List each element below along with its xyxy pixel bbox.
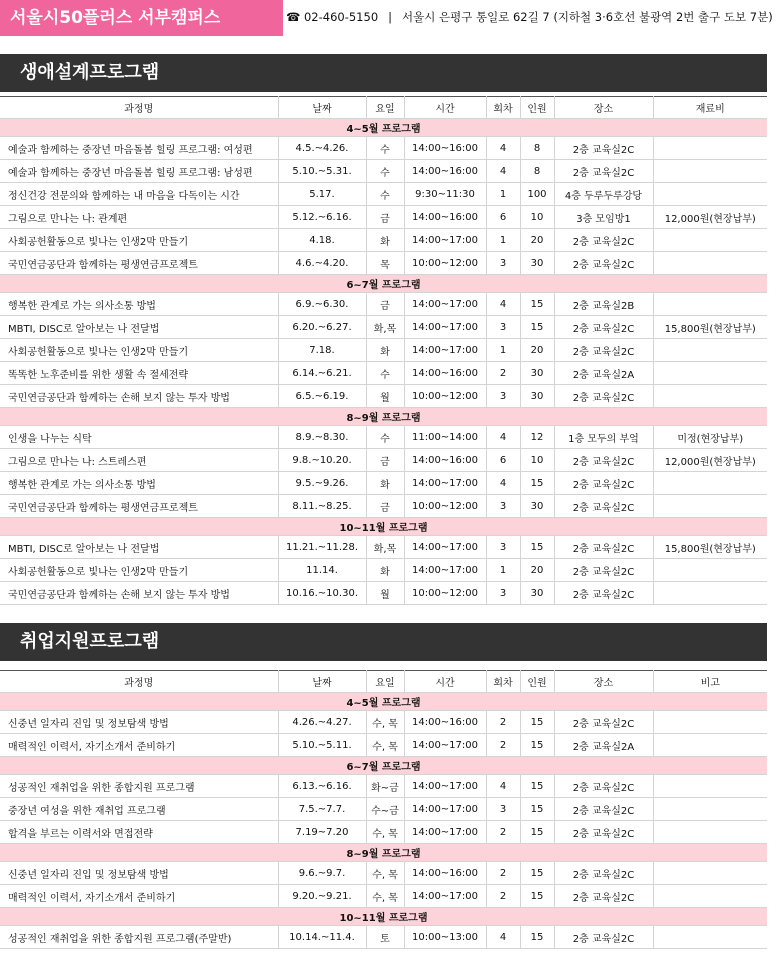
column-header: 장소: [554, 671, 653, 693]
table-cell: 수: [366, 426, 404, 449]
table-cell: 4: [486, 775, 520, 798]
table-cell: 14:00~17:00: [404, 559, 486, 582]
table-cell: 2층 교육실2C: [554, 160, 653, 183]
table-cell: 2: [486, 885, 520, 908]
column-header: 시간: [404, 97, 486, 119]
table-cell: 화: [366, 559, 404, 582]
table-cell: [653, 775, 767, 798]
period-row: [0, 408, 767, 426]
table-cell: 2층 교육실2A: [554, 734, 653, 757]
table-cell: 화,목: [366, 316, 404, 339]
table-cell: 사회공헌활동으로 빛나는 인생2막 만들기: [0, 229, 278, 252]
table-cell: 2층 교육실2C: [554, 472, 653, 495]
table-cell: 8.11.~8.25.: [278, 495, 366, 518]
table-cell: 14:00~17:00: [404, 775, 486, 798]
table-cell: 6: [486, 206, 520, 229]
table-row: [0, 495, 767, 518]
table-row: [0, 385, 767, 408]
period-row: [0, 908, 767, 926]
table-cell: 1: [486, 229, 520, 252]
table-cell: 20: [520, 559, 554, 582]
table-cell: 8: [520, 137, 554, 160]
table-row: [0, 472, 767, 495]
table-cell: 15: [520, 885, 554, 908]
table-cell: 14:00~17:00: [404, 472, 486, 495]
table-cell: 3: [486, 495, 520, 518]
period-label: 4~5월 프로그램: [0, 119, 767, 137]
table-cell: 그림으로 만나는 나: 관계편: [0, 206, 278, 229]
table-cell: 1층 모두의 부엌: [554, 426, 653, 449]
table-cell: 행복한 관계로 가는 의사소통 방법: [0, 472, 278, 495]
table-cell: 14:00~16:00: [404, 137, 486, 160]
table-cell: 10: [520, 449, 554, 472]
column-header: 재료비: [653, 97, 767, 119]
column-header: 장소: [554, 97, 653, 119]
table-cell: 2: [486, 821, 520, 844]
table-cell: 10:00~12:00: [404, 495, 486, 518]
table-cell: 수: [366, 183, 404, 206]
period-label: 8~9월 프로그램: [0, 408, 767, 426]
table-cell: [653, 821, 767, 844]
table-cell: 수: [366, 362, 404, 385]
table-cell: 8: [520, 160, 554, 183]
table-cell: 6.13.~6.16.: [278, 775, 366, 798]
table-cell: 수, 목: [366, 862, 404, 885]
table-cell: 미정(현장납부): [653, 426, 767, 449]
table-cell: 2층 교육실2C: [554, 582, 653, 605]
life-section-title: 생애설계프로그램: [0, 54, 767, 92]
table-cell: 15: [520, 775, 554, 798]
table-cell: 그림으로 만나는 나: 스트레스편: [0, 449, 278, 472]
table-cell: 2층 교육실2C: [554, 339, 653, 362]
table-cell: 7.5.~7.7.: [278, 798, 366, 821]
table-cell: 14:00~16:00: [404, 449, 486, 472]
table-cell: 4.18.: [278, 229, 366, 252]
table-cell: 똑똑한 노후준비를 위한 생활 속 절세전략: [0, 362, 278, 385]
job-header-row: [0, 671, 767, 693]
table-cell: [653, 160, 767, 183]
column-header: 회차: [486, 671, 520, 693]
table-cell: 신중년 일자리 진입 및 정보탐색 방법: [0, 711, 278, 734]
table-row: [0, 862, 767, 885]
contact-info: [286, 0, 773, 36]
table-cell: 9.6.~9.7.: [278, 862, 366, 885]
table-cell: 3: [486, 252, 520, 275]
table-cell: 국민연금공단과 함께하는 손해 보지 않는 투자 방법: [0, 582, 278, 605]
table-cell: 15: [520, 536, 554, 559]
column-header: 회차: [486, 97, 520, 119]
table-cell: 금: [366, 206, 404, 229]
table-cell: 100: [520, 183, 554, 206]
table-cell: 30: [520, 582, 554, 605]
period-label: 10~11월 프로그램: [0, 908, 767, 926]
table-cell: 11.21.~11.28.: [278, 536, 366, 559]
period-row: [0, 518, 767, 536]
table-cell: 인생을 나누는 식탁: [0, 426, 278, 449]
table-cell: 14:00~16:00: [404, 711, 486, 734]
life-program-table: [0, 96, 767, 605]
table-cell: 1: [486, 559, 520, 582]
table-cell: 2층 교육실2C: [554, 536, 653, 559]
table-cell: 화: [366, 229, 404, 252]
table-cell: 2층 교육실2C: [554, 559, 653, 582]
table-cell: 10:00~12:00: [404, 582, 486, 605]
table-cell: 10:00~13:00: [404, 926, 486, 949]
column-header: 과정명: [0, 671, 278, 693]
table-cell: 14:00~17:00: [404, 734, 486, 757]
table-cell: 3: [486, 536, 520, 559]
table-cell: 14:00~16:00: [404, 362, 486, 385]
table-cell: 2층 교육실2C: [554, 821, 653, 844]
table-cell: 2층 교육실2A: [554, 362, 653, 385]
table-row: [0, 339, 767, 362]
table-cell: 수, 목: [366, 711, 404, 734]
table-row: [0, 449, 767, 472]
table-cell: 국민연금공단과 함께하는 평생연금프로젝트: [0, 495, 278, 518]
table-row: [0, 293, 767, 316]
table-cell: 2층 교육실2C: [554, 798, 653, 821]
table-cell: 6: [486, 449, 520, 472]
table-cell: 20: [520, 229, 554, 252]
table-row: [0, 426, 767, 449]
table-cell: 5.12.~6.16.: [278, 206, 366, 229]
table-cell: 3: [486, 385, 520, 408]
table-cell: 10.14.~11.4.: [278, 926, 366, 949]
table-cell: 2층 교육실2C: [554, 711, 653, 734]
table-cell: 2: [486, 734, 520, 757]
table-cell: 30: [520, 385, 554, 408]
table-cell: 7.19~7.20: [278, 821, 366, 844]
table-cell: 14:00~17:00: [404, 821, 486, 844]
table-cell: 2층 교육실2C: [554, 885, 653, 908]
table-cell: 매력적인 이력서, 자기소개서 준비하기: [0, 885, 278, 908]
table-cell: [653, 472, 767, 495]
table-row: [0, 536, 767, 559]
period-label: 6~7월 프로그램: [0, 275, 767, 293]
table-cell: 9:30~11:30: [404, 183, 486, 206]
job-section-title: 취업지원프로그램: [0, 623, 767, 661]
table-cell: 2층 교육실2C: [554, 926, 653, 949]
table-cell: 수, 목: [366, 821, 404, 844]
period-row: [0, 757, 767, 775]
table-cell: 4층 두루두루강당: [554, 183, 653, 206]
table-cell: 14:00~16:00: [404, 206, 486, 229]
table-cell: 14:00~17:00: [404, 316, 486, 339]
column-header: 인원: [520, 97, 554, 119]
table-cell: 10:00~12:00: [404, 252, 486, 275]
table-cell: [653, 495, 767, 518]
table-cell: 행복한 관계로 가는 의사소통 방법: [0, 293, 278, 316]
table-cell: 2층 교육실2C: [554, 137, 653, 160]
table-cell: [653, 183, 767, 206]
table-cell: 합격을 부르는 이력서와 면접전략: [0, 821, 278, 844]
table-cell: 4.6.~4.20.: [278, 252, 366, 275]
table-cell: 예술과 함께하는 중장년 마음돌봄 힐링 프로그램: 여성편: [0, 137, 278, 160]
table-cell: [653, 885, 767, 908]
period-row: [0, 275, 767, 293]
table-cell: 2층 교육실2B: [554, 293, 653, 316]
life-header-row: [0, 97, 767, 119]
table-cell: 2: [486, 862, 520, 885]
period-label: 10~11월 프로그램: [0, 518, 767, 536]
table-cell: 4: [486, 293, 520, 316]
table-cell: 화: [366, 472, 404, 495]
table-cell: 15: [520, 316, 554, 339]
table-cell: [653, 252, 767, 275]
table-cell: 월: [366, 582, 404, 605]
table-cell: 5.10.~5.11.: [278, 734, 366, 757]
table-cell: 수~금: [366, 798, 404, 821]
table-cell: 화,목: [366, 536, 404, 559]
table-cell: [653, 385, 767, 408]
column-header: 비고: [653, 671, 767, 693]
table-row: [0, 183, 767, 206]
table-cell: 14:00~17:00: [404, 536, 486, 559]
table-cell: 11.14.: [278, 559, 366, 582]
table-cell: 6.14.~6.21.: [278, 362, 366, 385]
table-cell: [653, 559, 767, 582]
table-row: [0, 798, 767, 821]
table-cell: 4: [486, 426, 520, 449]
table-cell: [653, 926, 767, 949]
table-cell: 목: [366, 252, 404, 275]
table-cell: 금: [366, 449, 404, 472]
table-row: [0, 926, 767, 949]
table-cell: 중장년 여성을 위한 재취업 프로그램: [0, 798, 278, 821]
phone-icon: ☎: [286, 10, 301, 24]
table-cell: 4.5.~4.26.: [278, 137, 366, 160]
table-cell: 1: [486, 339, 520, 362]
table-cell: 11:00~14:00: [404, 426, 486, 449]
table-cell: 2: [486, 711, 520, 734]
table-cell: 성공적인 재취업을 위한 종합지원 프로그램: [0, 775, 278, 798]
table-cell: 2: [486, 362, 520, 385]
table-cell: 정신건강 전문의와 함께하는 내 마음을 다독이는 시간: [0, 183, 278, 206]
table-cell: 2층 교육실2C: [554, 385, 653, 408]
column-header: 날짜: [278, 97, 366, 119]
table-cell: 14:00~17:00: [404, 798, 486, 821]
table-row: [0, 734, 767, 757]
table-cell: 14:00~17:00: [404, 885, 486, 908]
table-cell: 2층 교육실2C: [554, 775, 653, 798]
table-cell: 4: [486, 137, 520, 160]
table-cell: [653, 137, 767, 160]
table-cell: 2층 교육실2C: [554, 449, 653, 472]
table-cell: 2층 교육실2C: [554, 252, 653, 275]
table-cell: [653, 293, 767, 316]
table-cell: 12: [520, 426, 554, 449]
table-cell: [653, 339, 767, 362]
table-cell: 수, 목: [366, 885, 404, 908]
column-header: 요일: [366, 97, 404, 119]
table-row: [0, 559, 767, 582]
table-cell: 6.20.~6.27.: [278, 316, 366, 339]
column-header: 날짜: [278, 671, 366, 693]
table-cell: 신중년 일자리 진입 및 정보탐색 방법: [0, 862, 278, 885]
top-bar: [0, 0, 779, 36]
contact-separator: |: [388, 10, 393, 24]
table-row: [0, 711, 767, 734]
table-cell: 6.9.~6.30.: [278, 293, 366, 316]
table-row: [0, 316, 767, 339]
period-label: 6~7월 프로그램: [0, 757, 767, 775]
table-cell: 15: [520, 798, 554, 821]
table-row: [0, 229, 767, 252]
column-header: 요일: [366, 671, 404, 693]
table-cell: 8.9.~8.30.: [278, 426, 366, 449]
table-row: [0, 206, 767, 229]
table-row: [0, 775, 767, 798]
period-label: 8~9월 프로그램: [0, 844, 767, 862]
table-row: [0, 137, 767, 160]
period-row: [0, 693, 767, 711]
table-cell: 국민연금공단과 함께하는 손해 보지 않는 투자 방법: [0, 385, 278, 408]
table-cell: 3: [486, 316, 520, 339]
table-row: [0, 821, 767, 844]
table-cell: 2층 교육실2C: [554, 316, 653, 339]
period-row: [0, 844, 767, 862]
phone-number: 02-460-5150: [303, 10, 379, 24]
table-cell: 14:00~17:00: [404, 293, 486, 316]
table-cell: 3: [486, 582, 520, 605]
table-cell: 5.17.: [278, 183, 366, 206]
period-row: [0, 119, 767, 137]
table-cell: 수, 목: [366, 734, 404, 757]
table-cell: [653, 734, 767, 757]
table-cell: 15: [520, 293, 554, 316]
table-cell: 3층 모임방1: [554, 206, 653, 229]
address: 서울시 은평구 통일로 62길 7 (지하철 3·6호선 불광역 2번 출구 도보 7분): [402, 10, 773, 24]
table-cell: 15: [520, 734, 554, 757]
table-cell: 14:00~16:00: [404, 862, 486, 885]
table-cell: 12,000원(현장납부): [653, 449, 767, 472]
table-cell: 매력적인 이력서, 자기소개서 준비하기: [0, 734, 278, 757]
table-cell: [653, 711, 767, 734]
table-cell: 15: [520, 711, 554, 734]
table-cell: 9.8.~10.20.: [278, 449, 366, 472]
table-cell: 수: [366, 160, 404, 183]
table-cell: 20: [520, 339, 554, 362]
table-cell: 금: [366, 495, 404, 518]
table-cell: [653, 862, 767, 885]
table-cell: 12,000원(현장납부): [653, 206, 767, 229]
table-cell: 2층 교육실2C: [554, 229, 653, 252]
table-row: [0, 160, 767, 183]
table-cell: 14:00~17:00: [404, 339, 486, 362]
table-row: [0, 252, 767, 275]
table-cell: 15,800원(현장납부): [653, 536, 767, 559]
table-cell: 예술과 함께하는 중장년 마음돌봄 힐링 프로그램: 남성편: [0, 160, 278, 183]
table-row: [0, 582, 767, 605]
table-cell: 4: [486, 472, 520, 495]
table-cell: 4: [486, 926, 520, 949]
campus-title: 서울시50플러스 서부캠퍼스: [0, 0, 283, 36]
table-row: [0, 885, 767, 908]
column-header: 시간: [404, 671, 486, 693]
table-cell: 금: [366, 293, 404, 316]
table-cell: 5.10.~5.31.: [278, 160, 366, 183]
table-cell: 14:00~16:00: [404, 160, 486, 183]
table-cell: 성공적인 재취업을 위한 종합지원 프로그램(주말반): [0, 926, 278, 949]
table-cell: [653, 582, 767, 605]
table-cell: MBTI, DISC로 알아보는 나 전달법: [0, 316, 278, 339]
column-header: 과정명: [0, 97, 278, 119]
table-cell: 4: [486, 160, 520, 183]
period-label: 4~5월 프로그램: [0, 693, 767, 711]
table-cell: 15: [520, 472, 554, 495]
table-cell: 1: [486, 183, 520, 206]
table-cell: 국민연금공단과 함께하는 평생연금프로젝트: [0, 252, 278, 275]
table-cell: 월: [366, 385, 404, 408]
table-cell: 사회공헌활동으로 빛나는 인생2막 만들기: [0, 339, 278, 362]
table-cell: 10.16.~10.30.: [278, 582, 366, 605]
table-cell: 9.5.~9.26.: [278, 472, 366, 495]
table-cell: 2층 교육실2C: [554, 495, 653, 518]
table-cell: 화: [366, 339, 404, 362]
job-program-table: [0, 670, 767, 949]
table-cell: 화~금: [366, 775, 404, 798]
table-cell: 30: [520, 495, 554, 518]
table-cell: 7.18.: [278, 339, 366, 362]
table-cell: 6.5.~6.19.: [278, 385, 366, 408]
table-cell: 9.20.~9.21.: [278, 885, 366, 908]
table-cell: 2층 교육실2C: [554, 862, 653, 885]
table-cell: 3: [486, 798, 520, 821]
table-cell: 4.26.~4.27.: [278, 711, 366, 734]
table-cell: 수: [366, 137, 404, 160]
table-cell: 10:00~12:00: [404, 385, 486, 408]
column-header: 인원: [520, 671, 554, 693]
table-cell: 15: [520, 926, 554, 949]
table-cell: 30: [520, 362, 554, 385]
table-cell: MBTI, DISC로 알아보는 나 전달법: [0, 536, 278, 559]
table-cell: 사회공헌활동으로 빛나는 인생2막 만들기: [0, 559, 278, 582]
table-cell: 토: [366, 926, 404, 949]
table-cell: 10: [520, 206, 554, 229]
table-cell: [653, 798, 767, 821]
table-cell: 15: [520, 862, 554, 885]
table-row: [0, 362, 767, 385]
table-cell: 14:00~17:00: [404, 229, 486, 252]
table-cell: [653, 362, 767, 385]
table-cell: 15,800원(현장납부): [653, 316, 767, 339]
table-cell: [653, 229, 767, 252]
table-cell: 15: [520, 821, 554, 844]
table-cell: 30: [520, 252, 554, 275]
